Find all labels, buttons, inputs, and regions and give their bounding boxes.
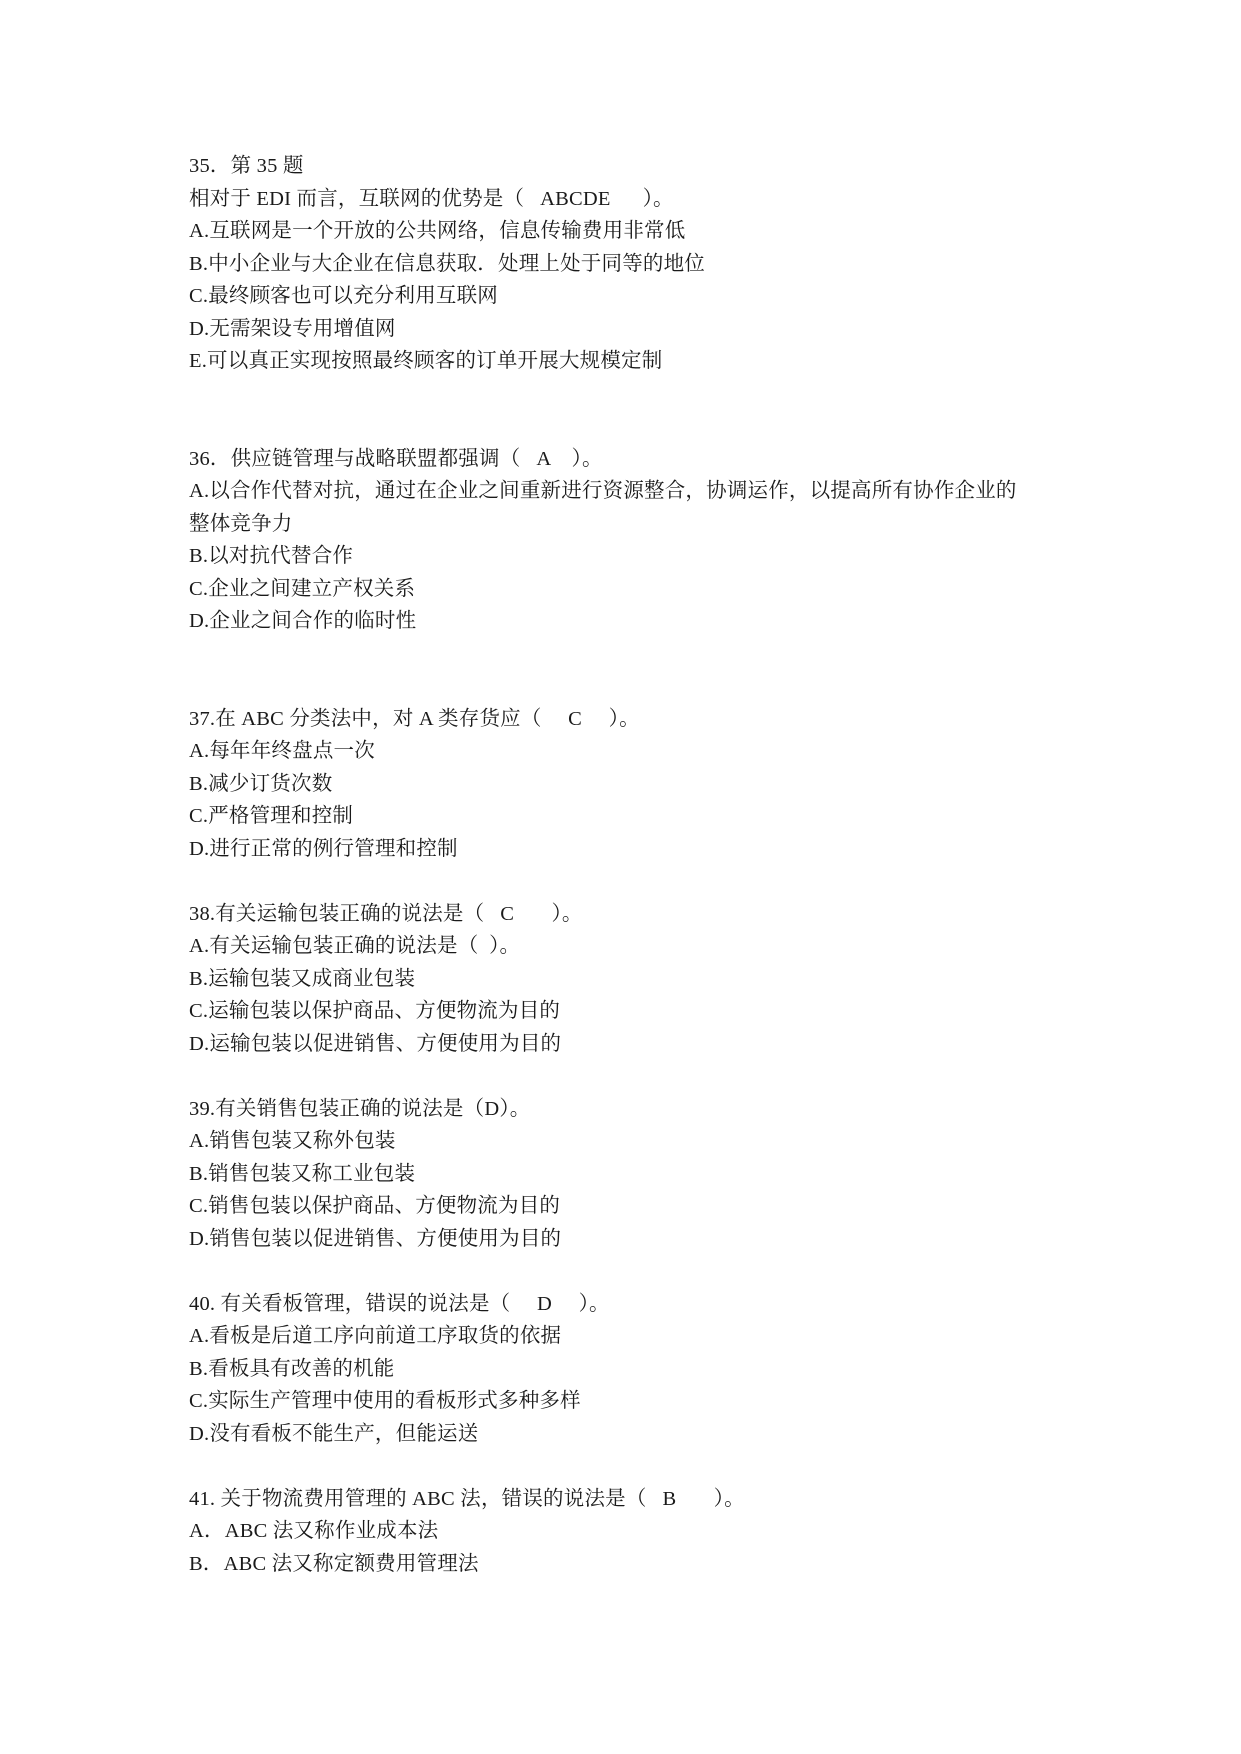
question-40-option-b: B.看板具有改善的机能 [189,1357,395,1380]
question-35-option-c: C.最终顾客也可以充分利用互联网 [189,285,498,307]
question-35 [189,150,1069,378]
question-36-option-a: A.以合作代替对抗，通过在企业之间重新进行资源整合，协调运作，以提高所有协作企业的 [189,480,1017,502]
spacer [189,378,1069,443]
question-39-option-b: B.销售包装又称工业包装 [189,1162,416,1185]
question-39-option-a: A.销售包装又称外包装 [189,1130,396,1152]
question-36-option-c: C.企业之间建立产权关系 [189,577,416,600]
question-35-option-e: E.可以真正实现按照最终顾客的订单开展大规模定制 [189,350,663,372]
question-37-option-a: A.每年年终盘点一次 [189,740,375,762]
question-38 [189,898,1069,1061]
spacer [189,1060,1069,1093]
question-37-stem: 37.在 ABC 分类法中，对 A 类存货应（ C ）。 [189,707,640,730]
question-40-option-d: D.没有看板不能生产，但能运送 [189,1422,479,1445]
question-36-option-d: D.企业之间合作的临时性 [189,610,417,632]
question-40 [189,1288,1069,1451]
question-list [189,150,1069,1580]
spacer [189,1450,1069,1483]
question-35-title: 35．第 35 题 [189,155,304,177]
question-40-option-c: C.实际生产管理中使用的看板形式多种多样 [189,1390,581,1412]
spacer [189,638,1069,703]
question-37-option-b: B.减少订货次数 [189,772,333,795]
question-41-stem: 41. 关于物流费用管理的 ABC 法，错误的说法是（ B ）。 [189,1487,745,1510]
question-39 [189,1093,1069,1256]
spacer [189,865,1069,898]
question-35-stem: 相对于 EDI 而言，互联网的优势是（ ABCDE ）。 [189,187,674,210]
question-36 [189,443,1069,638]
question-38-option-c: C.运输包装以保护商品、方便物流为目的 [189,1000,561,1022]
question-37-option-c: C.严格管理和控制 [189,805,354,827]
question-41 [189,1483,1069,1581]
question-36-option-a-continued: 整体竞争力 [189,512,293,535]
question-35-option-d: D.无需架设专用增值网 [189,317,396,340]
question-38-stem: 38.有关运输包装正确的说法是（ C ）。 [189,902,583,925]
question-38-option-a: A.有关运输包装正确的说法是（ ）。 [189,935,521,957]
question-36-stem: 36．供应链管理与战略联盟都强调（ A ）。 [189,447,603,470]
question-39-option-d: D.销售包装以促进销售、方便使用为目的 [189,1227,562,1250]
question-36-option-b: B.以对抗代替合作 [189,545,354,567]
question-41-option-b: B．ABC 法又称定额费用管理法 [189,1552,479,1575]
question-35-option-b: B.中小企业与大企业在信息获取．处理上处于同等的地位 [189,252,705,275]
question-41-option-a: A．ABC 法又称作业成本法 [189,1520,439,1542]
question-39-option-c: C.销售包装以保护商品、方便物流为目的 [189,1195,561,1217]
question-39-stem: 39.有关销售包装正确的说法是（D）。 [189,1097,531,1120]
question-35-option-a: A.互联网是一个开放的公共网络，信息传输费用非常低 [189,220,686,242]
question-38-option-b: B.运输包装又成商业包装 [189,967,416,990]
question-37-option-d: D.进行正常的例行管理和控制 [189,837,458,860]
question-38-option-d: D.运输包装以促进销售、方便使用为目的 [189,1032,562,1055]
question-37 [189,703,1069,866]
spacer [189,1255,1069,1288]
question-40-stem: 40. 有关看板管理，错误的说法是（ D ）。 [189,1292,610,1315]
question-40-option-a: A.看板是后道工序向前道工序取货的依据 [189,1325,562,1347]
